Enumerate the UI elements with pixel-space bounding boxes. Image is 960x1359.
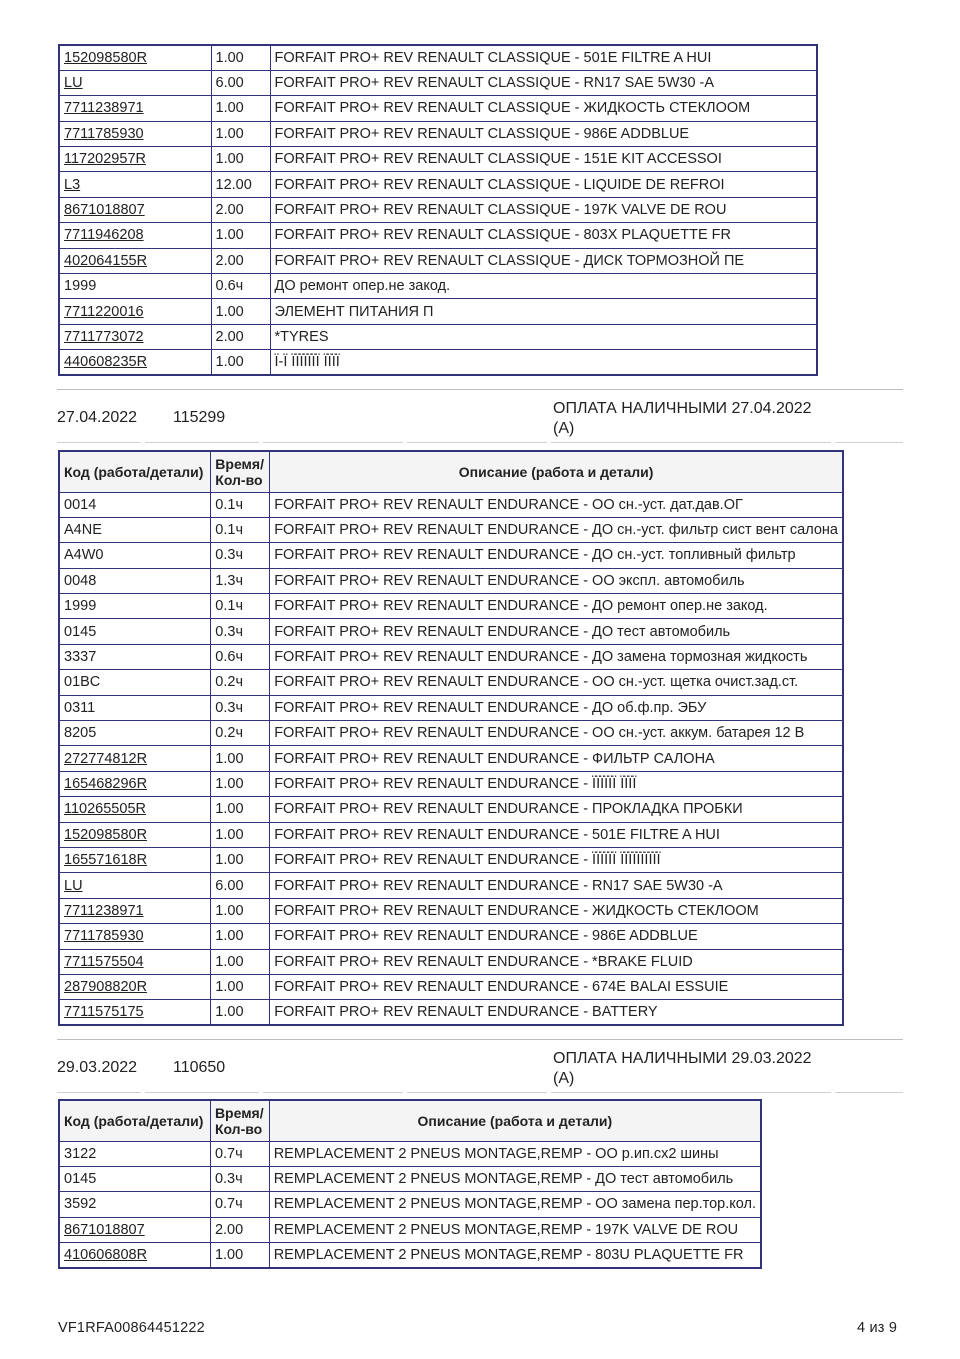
cell-qty: 1.00 — [211, 924, 270, 949]
cell-qty: 2.00 — [211, 248, 270, 273]
separator-line — [835, 442, 903, 443]
separator-line — [407, 1092, 547, 1093]
cell-qty: 1.00 — [210, 1243, 269, 1268]
table-header-row — [59, 451, 843, 492]
separator-line — [57, 1092, 141, 1093]
cell-code — [59, 121, 211, 146]
part-code-link[interactable]: 7711785930 — [64, 125, 144, 142]
cell-description: FORFAIT PRO+ REV RENAULT ENDURANCE - ДО об.ф.пр. ЭБУ — [270, 695, 843, 720]
column-header-qty-line2: Кол-во — [214, 1120, 263, 1137]
cell-description: FORFAIT PRO+ REV RENAULT ENDURANCE - ДО замена тормозная жидкость — [270, 644, 843, 669]
cell-description: FORFAIT PRO+ REV RENAULT ENDURANCE - ОО сн.-уст. аккум. батарея 12 В — [270, 721, 843, 746]
cell-description: FORFAIT PRO+ REV RENAULT ENDURANCE - 674E BALAI ESSUIE — [270, 974, 843, 999]
cell-description: FORFAIT PRO+ REV RENAULT CLASSIQUE - ЖИДКОСТЬ СТЕКЛООМ — [270, 96, 817, 121]
cell-code — [59, 96, 211, 121]
cell-description: FORFAIT PRO+ REV RENAULT CLASSIQUE - 197K VALVE DE ROU — [270, 197, 817, 222]
cell-code — [59, 274, 211, 299]
table-header-row — [59, 1100, 761, 1141]
cell-description: FORFAIT PRO+ REV RENAULT ENDURANCE - ÏÏÏÏÏÏ ÏÏÏÏÏÏÏÏÏÏ — [270, 847, 843, 872]
table-row — [59, 147, 817, 172]
cell-description: FORFAIT PRO+ REV RENAULT ENDURANCE - BATTERY — [270, 1000, 843, 1025]
order-date: 27.04.2022 — [57, 409, 138, 426]
cell-qty: 1.3ч — [211, 568, 270, 593]
cell-description: *TYRES — [270, 324, 817, 349]
part-code-link[interactable]: 7711238971 — [64, 902, 144, 919]
part-code-link[interactable]: 7711785930 — [64, 928, 144, 945]
part-code-link[interactable]: 8671018807 — [64, 1221, 145, 1238]
operation-code: A4NE — [64, 522, 102, 539]
table-row — [59, 299, 817, 324]
table-row — [59, 1000, 843, 1025]
cell-qty: 0.2ч — [211, 721, 270, 746]
part-code-link[interactable]: 7711773072 — [64, 328, 144, 345]
operation-code: 1999 — [64, 278, 97, 295]
cell-description: FORFAIT PRO+ REV RENAULT CLASSIQUE - 803X PLAQUETTE FR — [270, 223, 817, 248]
operation-code: 1999 — [64, 598, 97, 615]
separator-line — [551, 1092, 831, 1093]
cell-code — [59, 924, 211, 949]
separator-line — [57, 389, 903, 390]
table-row — [59, 350, 817, 375]
cell-qty: 1.00 — [211, 746, 270, 771]
part-code-link[interactable]: 410606808R — [64, 1247, 148, 1263]
cell-code — [59, 1000, 211, 1025]
table-row — [59, 248, 817, 273]
operation-code: 0311 — [64, 699, 96, 716]
cell-description: FORFAIT PRO+ REV RENAULT CLASSIQUE - 501E FILTRE A HUI — [270, 45, 817, 70]
part-code-link[interactable]: 110265505R — [64, 801, 146, 818]
table-row — [59, 644, 843, 669]
table-row — [59, 974, 843, 999]
cell-code — [59, 517, 211, 542]
cell-qty: 0.7ч — [210, 1192, 269, 1217]
part-code-link[interactable]: L3 — [64, 176, 81, 193]
operation-code: 3337 — [64, 649, 97, 666]
part-code-link[interactable]: 7711238971 — [64, 100, 144, 117]
table-row — [59, 517, 843, 542]
separator-line — [57, 442, 141, 443]
operation-code: 0145 — [64, 1171, 97, 1188]
parts-table-order-2 — [58, 1099, 762, 1269]
cell-qty: 0.1ч — [211, 517, 270, 542]
cell-qty: 1.00 — [211, 898, 270, 923]
cell-description: FORFAIT PRO+ REV RENAULT CLASSIQUE - 151E KIT ACCESSOI — [270, 147, 817, 172]
cell-code — [59, 949, 211, 974]
cell-description: FORFAIT PRO+ REV RENAULT CLASSIQUE - RN17 SAE 5W30 -A — [270, 70, 817, 95]
cell-description: FORFAIT PRO+ REV RENAULT ENDURANCE - ДО тест автомобиль — [270, 619, 843, 644]
table-row — [59, 45, 817, 70]
table-row — [59, 1192, 761, 1217]
separator-line — [551, 442, 831, 443]
cell-qty: 0.6ч — [211, 274, 270, 299]
cell-qty: 1.00 — [211, 350, 270, 375]
table-row — [59, 96, 817, 121]
table-row — [59, 274, 817, 299]
cell-description: FORFAIT PRO+ REV RENAULT CLASSIQUE - LIQUIDE DE REFROI — [270, 172, 817, 197]
cell-code — [59, 721, 211, 746]
cell-code — [59, 543, 211, 568]
table-row — [59, 924, 843, 949]
cell-qty: 0.3ч — [210, 1166, 269, 1191]
footer-page-number: 4 из 9 — [857, 1320, 898, 1336]
cell-code — [59, 873, 211, 898]
cell-description: FORFAIT PRO+ REV RENAULT ENDURANCE - ДО ремонт опер.не закод. — [270, 594, 843, 619]
cell-code — [59, 197, 211, 222]
part-code-link[interactable]: 7711220016 — [64, 303, 144, 320]
table-row — [59, 492, 843, 517]
operation-code: 01BC — [64, 674, 101, 691]
cell-code — [59, 350, 211, 375]
separator-line — [145, 1092, 259, 1093]
cell-code — [59, 172, 211, 197]
cell-qty: 0.1ч — [211, 492, 270, 517]
cell-description: FORFAIT PRO+ REV RENAULT ENDURANCE - ДО сн.-уст. топливный фильтр — [270, 543, 843, 568]
cell-code — [59, 644, 211, 669]
cell-description: Ï-Ï ÏÏÏÏÏÏÏ ÏÏÏÏ — [270, 350, 817, 375]
table-row — [59, 543, 843, 568]
operation-code: 0048 — [64, 572, 97, 589]
parts-table-order-1 — [58, 450, 844, 1026]
cell-description: FORFAIT PRO+ REV RENAULT ENDURANCE - ДО сн.-уст. фильтр сист вент салона — [270, 517, 843, 542]
cell-description: FORFAIT PRO+ REV RENAULT CLASSIQUE - ДИСК ТОРМОЗНОЙ ПЕ — [270, 248, 817, 273]
cell-qty: 0.7ч — [210, 1141, 269, 1166]
table-row — [59, 822, 843, 847]
table-row — [59, 223, 817, 248]
table-row — [59, 197, 817, 222]
payment-sub: (A) — [553, 1070, 575, 1087]
order-date: 29.03.2022 — [57, 1059, 138, 1076]
payment-info — [553, 1049, 812, 1089]
operation-code: 8205 — [64, 725, 97, 742]
cell-code — [59, 746, 211, 771]
cell-qty: 1.00 — [211, 121, 270, 146]
cell-code — [59, 147, 211, 172]
cell-qty: 1.00 — [211, 771, 270, 796]
cell-description: FORFAIT PRO+ REV RENAULT ENDURANCE - ÏÏÏÏÏÏ ÏÏÏÏ — [270, 771, 843, 796]
part-code-link[interactable]: 165571618R — [64, 852, 148, 869]
column-header-qty — [210, 1100, 269, 1141]
operation-code: A4W0 — [64, 547, 104, 564]
cell-code — [59, 45, 211, 70]
cell-qty: 0.3ч — [211, 695, 270, 720]
table-row — [59, 898, 843, 923]
table-row — [59, 771, 843, 796]
cell-qty: 1.00 — [211, 847, 270, 872]
cell-qty: 6.00 — [211, 873, 270, 898]
payment-info — [553, 399, 812, 439]
cell-code — [59, 670, 211, 695]
part-code-link[interactable]: 117202957R — [64, 151, 146, 168]
part-code-link[interactable]: 7711575504 — [64, 953, 144, 970]
part-code-link[interactable]: LU — [64, 75, 83, 92]
table-row — [59, 949, 843, 974]
cell-code — [59, 771, 211, 796]
table-row — [59, 670, 843, 695]
column-header-desc: Описание (работа и детали) — [270, 451, 843, 492]
table-row — [59, 172, 817, 197]
cell-qty: 0.3ч — [211, 543, 270, 568]
cell-code — [59, 568, 211, 593]
table-row — [59, 70, 817, 95]
separator-line — [57, 1039, 903, 1040]
cell-description: FORFAIT PRO+ REV RENAULT ENDURANCE - ОО сн.-уст. щетка очист.зад.ст. — [270, 670, 843, 695]
cell-code — [59, 223, 211, 248]
part-code-link[interactable]: 8671018807 — [64, 202, 145, 219]
cell-qty: 1.00 — [211, 822, 270, 847]
cell-code — [59, 847, 211, 872]
cell-code — [59, 299, 211, 324]
table-row — [59, 1166, 761, 1191]
column-header-desc: Описание (работа и детали) — [269, 1100, 761, 1141]
separator-line — [263, 1092, 403, 1093]
cell-qty: 0.2ч — [211, 670, 270, 695]
part-code-link[interactable]: 7711946208 — [64, 227, 144, 244]
cell-qty: 1.00 — [211, 949, 270, 974]
cell-qty: 1.00 — [211, 299, 270, 324]
cell-code — [59, 797, 211, 822]
cell-qty: 12.00 — [211, 172, 270, 197]
cell-qty: 1.00 — [211, 147, 270, 172]
part-code-link[interactable]: 165468296R — [64, 775, 148, 792]
cell-description: REMPLACEMENT 2 PNEUS MONTAGE,REMP - 197K VALVE DE ROU — [269, 1217, 761, 1242]
column-header-code: Код (работа/детали) — [59, 451, 211, 492]
cell-description: FORFAIT PRO+ REV RENAULT ENDURANCE - ФИЛЬТР САЛОНА — [270, 746, 843, 771]
cell-code — [59, 695, 211, 720]
cell-description: REMPLACEMENT 2 PNEUS MONTAGE,REMP - 803U PLAQUETTE FR — [269, 1243, 761, 1268]
payment-sub: (A) — [553, 420, 575, 437]
table-row — [59, 721, 843, 746]
table-row — [59, 695, 843, 720]
cell-qty: 6.00 — [211, 70, 270, 95]
cell-description: REMPLACEMENT 2 PNEUS MONTAGE,REMP - ОО р.ип.сх2 шины — [269, 1141, 761, 1166]
separator-line — [835, 1092, 903, 1093]
operation-code: 0014 — [64, 496, 97, 513]
table-row — [59, 594, 843, 619]
cell-code — [59, 594, 211, 619]
cell-description: ЭЛЕМЕНТ ПИТАНИЯ П — [270, 299, 817, 324]
table-row — [59, 324, 817, 349]
cell-description: FORFAIT PRO+ REV RENAULT ENDURANCE - 986E ADDBLUE — [270, 924, 843, 949]
cell-qty: 2.00 — [210, 1217, 269, 1242]
footer-vin: VF1RFA00864451222 — [58, 1320, 205, 1336]
part-code-link[interactable]: 152098580R — [64, 49, 148, 66]
table-row — [59, 847, 843, 872]
table-row — [59, 121, 817, 146]
payment-text: ОПЛАТА НАЛИЧНЫМИ 27.04.2022 — [553, 400, 812, 417]
cell-description: FORFAIT PRO+ REV RENAULT ENDURANCE - 501E FILTRE A HUI — [270, 822, 843, 847]
operation-code: 3592 — [64, 1196, 97, 1213]
part-code-link[interactable]: 287908820R — [64, 979, 148, 996]
cell-description: FORFAIT PRO+ REV RENAULT ENDURANCE - RN17 SAE 5W30 -A — [270, 873, 843, 898]
table-row — [59, 1141, 761, 1166]
parts-table-top — [58, 44, 818, 376]
cell-code — [59, 324, 211, 349]
cell-qty: 1.00 — [211, 974, 270, 999]
cell-qty: 1.00 — [211, 96, 270, 121]
table-row — [59, 746, 843, 771]
cell-description: FORFAIT PRO+ REV RENAULT ENDURANCE - ЖИДКОСТЬ СТЕКЛООМ — [270, 898, 843, 923]
cell-code — [59, 1243, 210, 1268]
cell-qty: 1.00 — [211, 1000, 270, 1025]
table-row — [59, 1243, 761, 1268]
cell-description: REMPLACEMENT 2 PNEUS MONTAGE,REMP - ОО замена пер.тор.кол. — [269, 1192, 761, 1217]
table-row — [59, 568, 843, 593]
table-row — [59, 873, 843, 898]
payment-text: ОПЛАТА НАЛИЧНЫМИ 29.03.2022 — [553, 1050, 812, 1067]
cell-qty: 2.00 — [211, 197, 270, 222]
column-header-qty-line1: Время/ — [214, 1104, 264, 1121]
cell-code — [59, 1217, 210, 1242]
cell-qty: 1.00 — [211, 223, 270, 248]
cell-code — [59, 1192, 210, 1217]
cell-qty: 0.3ч — [211, 619, 270, 644]
cell-code — [59, 1141, 210, 1166]
operation-code: 3122 — [64, 1145, 97, 1162]
order-number: 110650 — [173, 1059, 226, 1076]
column-header-code: Код (работа/детали) — [59, 1100, 210, 1141]
order-number: 115299 — [173, 409, 226, 426]
cell-code — [59, 974, 211, 999]
column-header-qty-line2: Кол-во — [215, 471, 263, 488]
cell-code — [59, 248, 211, 273]
operation-code: 0145 — [64, 623, 97, 640]
cell-qty: 0.1ч — [211, 594, 270, 619]
cell-qty: 0.6ч — [211, 644, 270, 669]
cell-code — [59, 898, 211, 923]
cell-description: FORFAIT PRO+ REV RENAULT ENDURANCE - *BRAKE FLUID — [270, 949, 843, 974]
cell-qty: 2.00 — [211, 324, 270, 349]
cell-description: FORFAIT PRO+ REV RENAULT ENDURANCE - ОО экспл. автомобиль — [270, 568, 843, 593]
separator-line — [263, 442, 403, 443]
part-code-link[interactable]: 440608235R — [64, 354, 148, 371]
column-header-qty — [211, 451, 270, 492]
cell-description: REMPLACEMENT 2 PNEUS MONTAGE,REMP - ДО тест автомобиль — [269, 1166, 761, 1191]
part-code-link[interactable]: 7711575175 — [64, 1004, 144, 1021]
cell-code — [59, 619, 211, 644]
part-code-link[interactable]: 152098580R — [64, 826, 148, 843]
cell-description: FORFAIT PRO+ REV RENAULT ENDURANCE - ПРОКЛАДКА ПРОБКИ — [270, 797, 843, 822]
cell-code — [59, 492, 211, 517]
cell-description: ДО ремонт опер.не закод. — [270, 274, 817, 299]
cell-qty: 1.00 — [211, 45, 270, 70]
separator-line — [145, 442, 259, 443]
part-code-link[interactable]: LU — [64, 877, 83, 894]
cell-code — [59, 822, 211, 847]
part-code-link[interactable]: 402064155R — [64, 252, 148, 269]
part-code-link[interactable]: 272774812R — [64, 750, 148, 767]
separator-line — [407, 442, 547, 443]
cell-code — [59, 70, 211, 95]
cell-description: FORFAIT PRO+ REV RENAULT ENDURANCE - ОО сн.-уст. дат.дав.ОГ — [270, 492, 843, 517]
column-header-qty-line1: Время/ — [215, 455, 264, 472]
table-row — [59, 797, 843, 822]
table-row — [59, 1217, 761, 1242]
cell-qty: 1.00 — [211, 797, 270, 822]
cell-description: FORFAIT PRO+ REV RENAULT CLASSIQUE - 986E ADDBLUE — [270, 121, 817, 146]
table-row — [59, 619, 843, 644]
cell-code — [59, 1166, 210, 1191]
